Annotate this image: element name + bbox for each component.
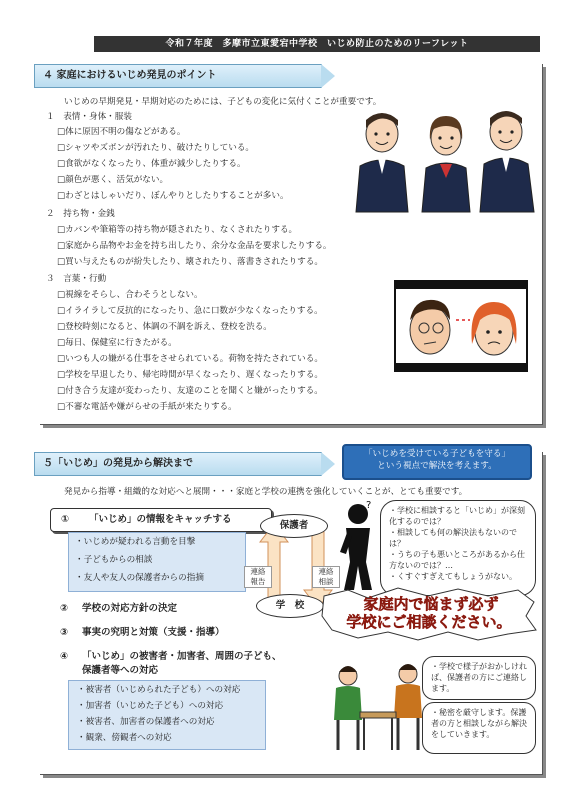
group3-title: ３ 言葉・行動 xyxy=(46,274,107,284)
worry-item: ・相談しても何の解決法もないのでは？ xyxy=(389,528,517,548)
person-left xyxy=(334,666,362,750)
section4-heading: ４ 家庭におけるいじめ発見のポイント xyxy=(34,64,322,88)
step1-number: ① xyxy=(61,514,70,525)
step3-title: 事実の究明と対策（支援・指導） xyxy=(82,627,225,638)
checklist-item: □家庭から品物やお金を持ち出したり、余分な金品を要求したりする。 xyxy=(57,241,332,251)
step4-number: ④ xyxy=(60,651,69,662)
step4-item: ・被害者、加害者の保護者への対応 xyxy=(77,717,215,727)
step1-title: 「いじめ」の情報をキャッチする xyxy=(89,514,232,525)
table xyxy=(360,712,396,718)
checklist-item: □体に原因不明の傷などがある。 xyxy=(57,127,186,137)
step4-item: ・加害者（いじめた子ども）への対応 xyxy=(77,701,224,711)
group3-list xyxy=(57,289,323,413)
school-oval: 学 校 xyxy=(256,594,324,618)
step1-list xyxy=(68,532,246,592)
worry-item: ・くすぐすぎえてもしょうがない。 xyxy=(389,572,517,581)
checklist-item: □付き合う友達が変わったり、友達のことを聞くと嫌がったりする。 xyxy=(57,386,323,396)
students-illustration xyxy=(352,104,540,214)
left-arrow-label: 連絡 報告 xyxy=(244,566,272,588)
checklist-item: □買い与えたものが紛失したり、壊されたり、落書きされたりする。 xyxy=(57,257,323,267)
worry-item: ・うちの子も悪いところがあるから仕方ないのでは？… xyxy=(389,550,525,570)
step2-number: ② xyxy=(60,603,69,614)
checklist-item: □わざとはしゃいだり、ぼんやりとしたりすることが多い。 xyxy=(57,191,289,201)
step1-item: ・友人や友人の保護者からの指摘 xyxy=(75,573,204,583)
step1-item: ・子どもからの相談 xyxy=(75,555,153,565)
student-boy-left xyxy=(356,113,408,212)
question-mark: ? xyxy=(366,500,372,511)
student-boy-right xyxy=(480,111,534,212)
step4-list xyxy=(68,680,266,750)
step3-number: ③ xyxy=(60,627,69,638)
leaflet-title-banner: 令和７年度 多摩市立東愛宕中学校 いじめ防止のためのリーフレット xyxy=(94,36,540,52)
quarrel-faces-illustration xyxy=(394,280,528,372)
confidentiality-note: ・秘密を厳守します。保護者の方と相談しながら解決をしていきます。 xyxy=(422,702,536,754)
checklist-item: □顔色が悪く、活気がない。 xyxy=(57,175,169,185)
parent-teacher-meeting-illustration xyxy=(330,654,426,758)
step4-title-line2: 保護者等への対応 xyxy=(82,665,159,676)
group2-title: ２ 持ち物・金銭 xyxy=(46,209,115,219)
guardian-oval: 保護者 xyxy=(260,514,328,538)
worry-thought-bubble xyxy=(380,500,536,596)
worry-item: ・学校に相談すると「いじめ」が深刻化するのでは？ xyxy=(389,506,525,526)
checklist-item: □登校時刻になると、体調の不調を訴え、登校を渋る。 xyxy=(57,322,272,332)
group2-list xyxy=(57,224,332,268)
right-arrow-label: 連絡 相談 xyxy=(312,566,340,588)
step4-title-line1: 「いじめ」の被害者・加害者、周囲の子ども、 xyxy=(82,651,282,662)
step1-item: ・いじめが疑われる言動を目撃 xyxy=(75,537,196,547)
checklist-item: □毎日、保健室に行きたがる。 xyxy=(57,338,177,348)
section5-intro: 発見から指導・組織的な対応へと展開・・・家庭と学校の連携を強化していくことが、とても重要です。 xyxy=(64,487,468,497)
checklist-item: □シャツやズボンが汚れたり、破けたりしている。 xyxy=(57,143,255,153)
group1-title: １ 表情・身体・服装 xyxy=(46,112,132,122)
slogan-line1: 家庭内で悩まず必ず xyxy=(363,595,499,613)
checklist-item: □学校を早退したり、帰宅時間が早くなったり、遅くなったりする。 xyxy=(57,370,323,380)
checklist-item: □不審な電話や嫌がらせの手紙が来たりする。 xyxy=(57,402,237,412)
boy-face xyxy=(410,300,450,354)
checklist-item: □視線をそらし、合わそうとしない。 xyxy=(57,290,203,300)
step4-item: ・観衆、傍観者への対応 xyxy=(77,733,172,743)
step1-header xyxy=(50,508,272,532)
checklist-item: □いつも人の嫌がる仕事をさせられている。荷物を持たされている。 xyxy=(57,354,323,364)
step4-item: ・被害者（いじめられた子ども）への対応 xyxy=(77,685,241,695)
group1-list xyxy=(57,126,289,202)
student-girl-center xyxy=(422,116,470,212)
person-right xyxy=(394,664,422,750)
perspective-callout: 「いじめを受けている子どもを守る」 という視点で解決を考えます。 xyxy=(342,444,532,480)
checklist-item: □食欲がなくなったり、体重が減少したりする。 xyxy=(57,159,246,169)
section4-intro: いじめの早期発見・早期対応のためには、子どもの変化に気付くことが重要です。 xyxy=(64,97,382,107)
checklist-item: □カバンや筆箱等の持ち物が隠されたり、なくされたりする。 xyxy=(57,225,298,235)
school-contact-note: ・学校で様子がおかしければ、保護者の方にご連絡します。 xyxy=(422,656,536,700)
slogan-line2: 学校にご相談ください。 xyxy=(346,613,512,631)
section5-heading: ５「いじめ」の発見から解決まで xyxy=(34,452,322,476)
worried-parent-silhouette xyxy=(336,500,380,592)
checklist-item: □イライラして反抗的になったり、急に口数が少なくなったりする。 xyxy=(57,306,323,316)
step2-title: 学校の対応方針の決定 xyxy=(82,603,178,614)
